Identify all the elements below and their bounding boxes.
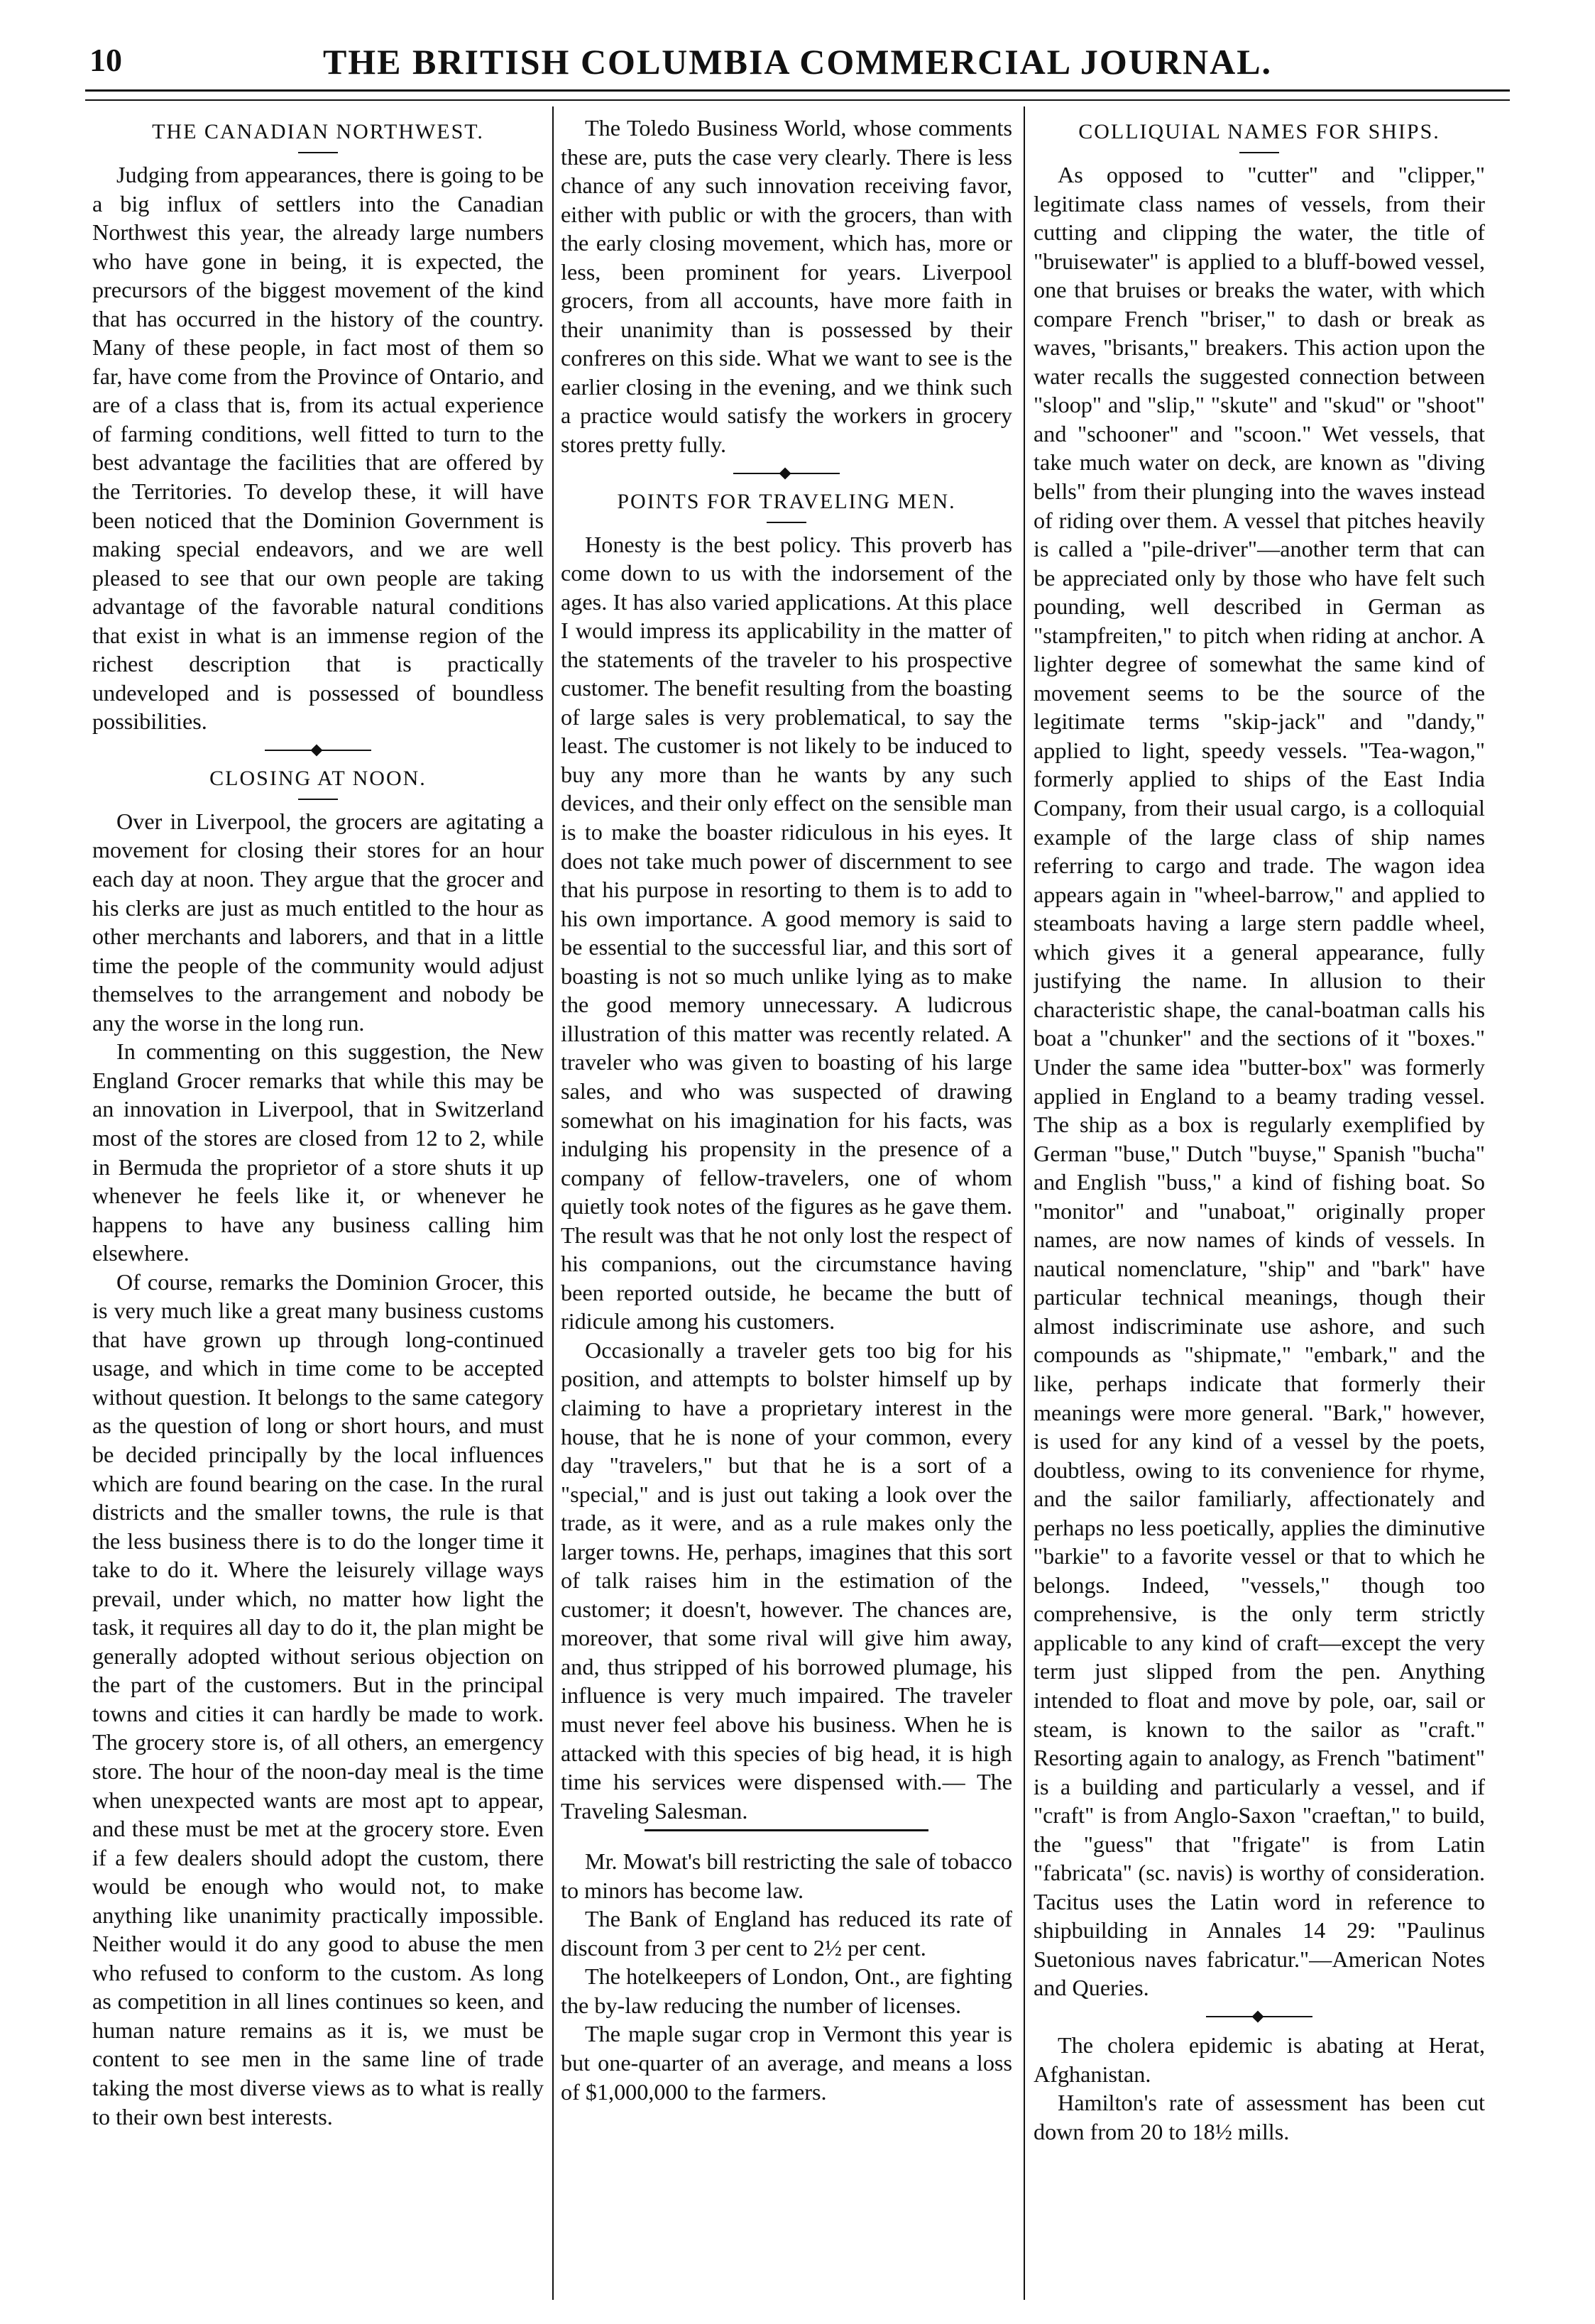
article-canadian-northwest <box>92 118 544 736</box>
ornament-divider <box>1206 2012 1312 2021</box>
article-heading: COLLIQUIAL NAMES FOR SHIPS. <box>1078 120 1440 143</box>
news-item: Mr. Mowat's bill restricting the sale of tobacco to minors has become law. <box>561 1848 1012 1903</box>
ornament-divider <box>265 746 371 755</box>
page-number: 10 <box>89 42 122 78</box>
ornament-divider <box>733 469 840 478</box>
news-item: The hotelkeepers of London, Ont., are fighting the by-law reducing the number of licenses. <box>561 1963 1012 2018</box>
article-heading: CLOSING AT NOON. <box>209 766 427 790</box>
paragraph: Of course, remarks the Dominion Grocer, this is very much like a great many business customs that have grown up through long-continued usage, and which in time come to be accepted without question. It belongs to the same category as the question of long or short hours, and must be decided principally by the local influences which are found bearing on the case. In the rural districts and the smaller towns, the rule is that the less business there is to do the longer time it take to do it. Where the leisurely village ways prevail, under which, no matter how light the task, it requires all day to do it, the plan might be generally adopted without serious objection on the part of the customers. But in the principal towns and cities it can hardly be made to work. The grocery store is, of all others, an emergency store. The hour of the noon-day meal is the time when unexpected wants are most apt to appear, and these must be met at the grocery store. Even if a few dealers should adopt the custom, there would be enough who would not, to make anything like unanimity practically impossible. Neither would it do any good to abuse the men who refused to conform to the custom. As long as competition in all lines continues so keen, and human nature remains as it is, we must be content to see men in the same line of trade taking the most diverse views as to what is really to their own best interests. <box>92 1268 544 2130</box>
article-points-for-traveling-men <box>561 488 1012 1826</box>
paragraph: The Toledo Business World, whose comments these are, puts the case very clearly. There is less chance of any such innovation receiving favor, either with public or with the grocers, than with the early closing movement, which has, more or less, been prominent for years. Liverpool grocers, from all accounts, have more faith in their unanimity than is possessed by their confreres on this side. What we want to see is the earlier closing in the evening, and we think such a practice would satisfy the workers in grocery stores pretty fully. <box>561 115 1012 458</box>
news-item: The maple sugar crop in Vermont this year is but one-quarter of an average, and means a loss of $1,000,000 to the farmers. <box>561 2021 1012 2105</box>
article-colloquial-names-for-ships <box>1034 118 1485 2002</box>
paragraph: As opposed to "cutter" and "clipper," legitimate class names of vessels, from their cutting and clipping the water, the title of "bruisewater" is applied to a bluff-bowed vessel, one that bruises or breaks the water, with which compare French "briser," to dash or break as waves, "brisants," breakers. This action upon the water recalls the suggested connection between "sloop" and "slip," "skute" and "skud" or "shoot" and "schooner" and "scoon." Wet vessels, that take much water on deck, are known as "diving bells" from their plunging into the waves instead of riding over them. A vessel that pitches heavily is called a "pile-driver"—another term that can be appreciated only by those who have felt such pounding, well described in German as "stampfreiten," to pitch when riding at anchor. A lighter degree of somewhat the same kind of movement seems to be the source of the legitimate terms "skip-jack" and "dandy," applied to light, speedy vessels. "Tea-wagon," formerly applied to ships of the East India Company, from their usual cargo, is a colloquial example of the large class of ship names referring to cargo and trade. The wagon idea appears again in "wheel-barrow," and applied to steamboats having a large stern paddle wheel, which gives it a general appearance, fully justifying the name. In allusion to their characteristic shape, the canal-boatman calls his boat a "chunker" and the sections of it "boxes." Under the same idea "butter-box" was formerly applied in England to a beamy trading vessel. The ship as a box is regularly exemplified by German "buse," Dutch "buyse," Spanish "bucha" and English "buss," a kind of fishing boat. So "monitor" and "unaboat," originally proper names, are now names of kinds of vessels. In nautical nomenclature, "ship" and "bark" have particular technical meanings, though their almost indiscriminate use ashore, and such compounds as "shipmate," "embark," and the like, perhaps indicate that formerly their meanings were more general. "Bark," however, is used for any kind of a vessel by the poets, doubtless, owing to its convenience for rhyme, and the sailor familiarly, affectionately and perhaps no less poetically, applies the diminutive "barkie" to a favorite vessel or that to which he belongs. Indeed, "vessels," though too comprehensive, is the only term strictly applicable to any kind of craft—except the very term just slipped from the pen. Anything intended to float and move by pole, oar, sail or steam, is known to the sailor as "craft." Resorting again to analogy, as French "batiment" is a building and particularly a vessel, and if "craft" is from Anglo-Saxon "craeftan," to build, the "guess" that "frigate" is from Latin "fabricata" (sc. navis) is worthy of consideration. Tacitus uses the Latin word in reference to shipbuilding in Annales 14 29: "Paulinus Suetonious naves fabricatur."—American Notes and Queries. <box>1034 162 1485 2001</box>
column-divider <box>1024 106 1025 2300</box>
paragraph: Honesty is the best policy. This proverb has come down to us with the indorsement of the ages. It has also varied applications. At this place I would impress its applicability in the matter of the statements of the traveler to his prospective customer. The benefit resulting from the boasting of large sales is very problematical, to say the least. The customer is not likely to be induced to buy any more than he wants by any such devices, and their only effect on the sensible man is to make the boaster ridiculous in his eyes. It does not take much power of discernment to see that his purpose in resorting to them is to add to his own importance. A good memory is said to be essential to the successful liar, and this sort of boasting is not so much unlike lying as to make the good memory unnecessary. A ludicrous illustration of this matter was recently related. A traveler who was given to boasting of his large sales, and who was suspected of drawing somewhat on his imagination for his facts, was indulging his propensity in the presence of a company of fellow-travelers, one of whom quietly took notes of the figures as he gave them. The result was that he not only lost the respect of his companions, out the circumstance having been reported outside, he became the butt of ridicule among his customers. <box>561 531 1012 1334</box>
paragraph: Over in Liverpool, the grocers are agitating a movement for closing their stores for an hour each day at noon. They argue that the grocer and his clerks are just as much entitled to the hour as other merchants and laborers, and that in a little time the people of the community would adjust themselves to the arrangement and nobody be any the worse in the long run. <box>92 808 544 1036</box>
journal-title: THE BRITISH COLUMBIA COMMERCIAL JOURNAL. <box>322 42 1273 82</box>
header-rule <box>85 89 1510 92</box>
paragraph: Judging from appearances, there is going to be a big influx of settlers into the Canadian Northwest this year, the already large numbers who have gone in being, it is expected, the precursors of the biggest movement of the kind that has occurred in the history of the country. Many of these people, in fact most of them so far, have come from the Province of Ontario, and are of a class that is, from its actual experience of farming conditions, well fitted to turn to the best advantage the facilities that are offered by the Territories. To develop these, it will have been noticed that the Dominion Government is making special endeavors, and we are well pleased to see that our own people are taking advantage of the favorable natural conditions that exist in what is an immense region of the richest description that is practically undeveloped and is possessed of boundless possibilities. <box>92 162 544 735</box>
column-2 <box>561 114 1012 2293</box>
news-item: The Bank of England has reduced its rate of discount from 3 per cent to 2½ per cent. <box>561 1906 1012 1961</box>
news-item: The cholera epidemic is abating at Herat, Afghanistan. <box>1034 2032 1485 2087</box>
paragraph: Occasionally a traveler gets too big for his position, and attempts to bolster himself up by claiming to have a proprietary interest in the house, that he is none of your common, every day "travelers," but that he is a sort of a "special," and is just out taking a look over the trade, as it were, and as a rule makes only the larger towns. He, perhaps, imagines that this sort of talk raises him in the estimation of the customer; it doesn't, however. The chances are, moreover, that some rival will give him away, and, thus stripped of his borrowed plumage, his influence is very much impaired. The traveler must never feel above his business. When he is attacked with this species of big head, it is high time his services were dispensed with.— The Traveling Salesman. <box>561 1337 1012 1824</box>
heading-dash <box>1239 152 1279 153</box>
paragraph: In commenting on this suggestion, the New England Grocer remarks that while this may be an innovation in Liverpool, that in Switzerland most of the stores are closed from 12 to 2, while in Bermuda the proprietor of a store shuts it up whenever he feels like it, or whenever he happens to have any business calling him elsewhere. <box>92 1038 544 1266</box>
header-rule-thin <box>85 99 1510 101</box>
article-heading: POINTS FOR TRAVELING MEN. <box>617 489 956 513</box>
article-heading: THE CANADIAN NORTHWEST. <box>152 120 484 143</box>
column-3 <box>1034 114 1485 2293</box>
heading-dash <box>298 799 338 800</box>
masthead <box>85 41 1510 84</box>
heading-dash <box>298 152 338 153</box>
column-divider <box>552 106 554 2300</box>
column-1 <box>92 114 544 2293</box>
news-item: Hamilton's rate of assessment has been cut down from 20 to 18½ mills. <box>1034 2090 1485 2144</box>
section-rule <box>645 1829 928 1831</box>
article-closing-at-noon <box>92 764 544 2131</box>
heading-dash <box>767 522 806 523</box>
